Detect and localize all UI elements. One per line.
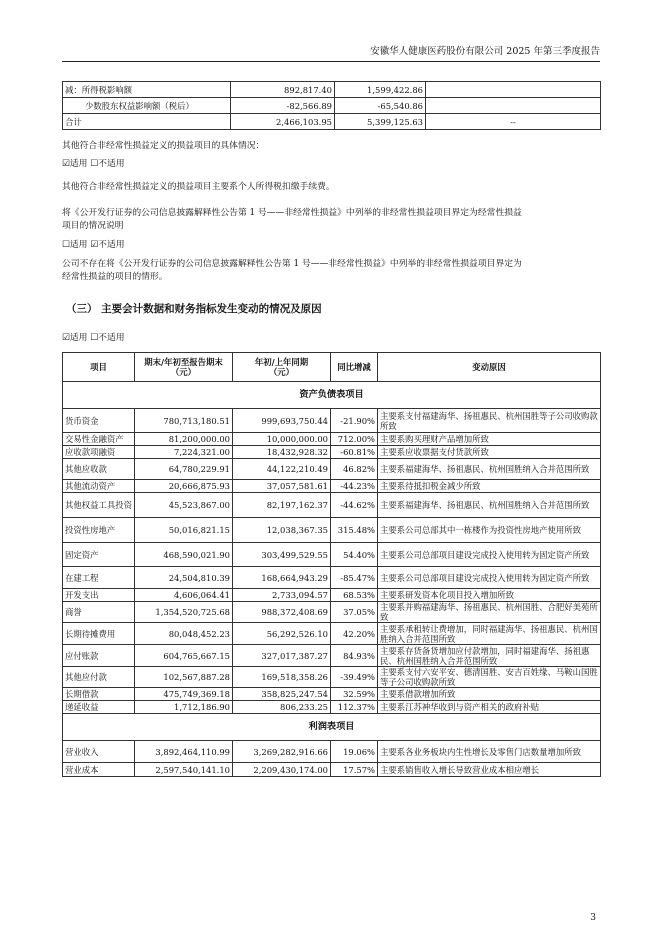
prior-value: 303,499,529.55 (233, 543, 331, 567)
header-change: 同比增减 (331, 353, 378, 382)
change-percent: 37.05% (331, 602, 378, 623)
row-item: 其他权益工具投资 (63, 493, 135, 518)
paragraph: 其他符合非经常性损益定义的损益项目的具体情况： (62, 141, 265, 151)
change-percent: -39.49% (331, 667, 378, 688)
prior-value: 2,733,094.57 (233, 589, 331, 602)
current-value: 604,765,667.15 (135, 645, 233, 667)
paragraph: 项目的情况说明 (62, 221, 124, 231)
current-value: 102,567,887.28 (135, 667, 233, 688)
table-row (63, 543, 601, 567)
prior-value: 988,372,408.69 (233, 602, 331, 623)
table-row (63, 446, 601, 459)
table-row (63, 589, 601, 602)
prior-value: 82,197,162.37 (233, 493, 331, 518)
paragraph: 经常性损益的项目的情形。 (62, 272, 168, 282)
header-current-line2: （元） (170, 367, 197, 377)
change-percent: -44.62% (331, 493, 378, 518)
current-value: 1,354,520,725.68 (135, 602, 233, 623)
row-item: 应收款项融资 (63, 446, 135, 459)
header-prior (233, 353, 331, 382)
section-band-row (63, 714, 601, 741)
change-percent: 712.00% (331, 433, 378, 446)
current-value: 50,016,821.15 (135, 518, 233, 543)
row-item: 其他流动资产 (63, 480, 135, 493)
row-label: 合计 (63, 114, 231, 130)
applicability-checkbox: ☑适用 ☐不适用 (62, 333, 125, 343)
current-value: 475,749,369.18 (135, 688, 233, 701)
change-reason: 主要系研发资本化项目投入增加所致 (378, 589, 601, 602)
prior-value: -65,540.86 (335, 98, 426, 114)
change-reason: 主要系江苏神华收到与资产相关的政府补贴 (378, 701, 601, 714)
table-header-row (63, 353, 601, 382)
prior-value: 18,432,928.32 (233, 446, 331, 459)
current-value: 4,606,064.41 (135, 589, 233, 602)
prior-value: 1,599,422.86 (335, 82, 426, 98)
change-percent: -85.47% (331, 567, 378, 589)
row-item: 交易性金融资产 (63, 433, 135, 446)
table-row (63, 493, 601, 518)
prior-value: 327,017,387.27 (233, 645, 331, 667)
current-value: 20,666,875.93 (135, 480, 233, 493)
change-reason: 主要系借款增加所致 (378, 688, 601, 701)
row-item: 在建工程 (63, 567, 135, 589)
current-value: 64,780,229.91 (135, 459, 233, 480)
prior-value: 3,269,282,916.66 (233, 741, 331, 763)
financial-changes-table (62, 352, 601, 777)
prior-value: 358,825,247.54 (233, 688, 331, 701)
prior-value: 999,693,750.44 (233, 409, 331, 433)
table-row (63, 623, 601, 645)
current-value: 780,713,180.51 (135, 409, 233, 433)
change-reason: 主要系公司总部项目建设完成投入使用转为固定资产所致 (378, 567, 601, 589)
table-row (63, 701, 601, 714)
change-percent: 17.57% (331, 763, 378, 777)
change-reason: 主要系待抵扣税金减少所致 (378, 480, 601, 493)
current-value: 2,597,540,141.10 (135, 763, 233, 777)
header-divider (62, 61, 600, 62)
current-value: 45,523,867.00 (135, 493, 233, 518)
row-item: 递延收益 (63, 701, 135, 714)
band-balance-sheet: 资产负债表项目 (63, 382, 601, 409)
paragraph: 公司不存在将《公开发行证券的公司信息披露解释性公告第 1 号——非经常性损益》中列举的非经常性损益项目界定为 (62, 259, 522, 269)
change-reason: 主要系支付福建海华、扬祖惠民、杭州国胜等子公司收购款所致 (378, 409, 601, 433)
section-band-row (63, 382, 601, 409)
header-prior-line2: （元） (268, 367, 295, 377)
prior-value: 44,122,210.49 (233, 459, 331, 480)
page-header: 安徽华人健康医药股份有限公司 2025 年第三季度报告 (370, 46, 600, 57)
current-value: 7,224,321.00 (135, 446, 233, 459)
change-percent: 68.53% (331, 589, 378, 602)
current-value: 81,200,000.00 (135, 433, 233, 446)
table-row (63, 459, 601, 480)
change-percent: 32.59% (331, 688, 378, 701)
header-current-line1: 期末/年初至报告期末 (144, 357, 223, 367)
prior-value: 806,233.25 (233, 701, 331, 714)
change-percent: 46.82% (331, 459, 378, 480)
change-reason: 主要系公司总部项目建设完成投入使用转为固定资产所致 (378, 543, 601, 567)
change-reason: 主要系各业务板块内生性增长及零售门店数量增加所致 (378, 741, 601, 763)
row-item: 长期待摊费用 (63, 623, 135, 645)
table-row (63, 567, 601, 589)
row-item: 固定资产 (63, 543, 135, 567)
current-value: 468,590,021.90 (135, 543, 233, 567)
row-item: 营业成本 (63, 763, 135, 777)
table-row (63, 409, 601, 433)
header-reason: 变动原因 (378, 353, 601, 382)
table-row (63, 688, 601, 701)
prior-value: 5,399,125.63 (335, 114, 426, 130)
table-row (63, 433, 601, 446)
change-reason: 主要系存货备货增加应付款增加，同时福建海华、扬祖惠民、杭州国胜纳入合并范围所致 (378, 645, 601, 667)
change-reason: 主要系承租转让费增加，同时福建海华、扬祖惠民、杭州国胜纳入合并范围所致 (378, 623, 601, 645)
row-note: -- (426, 114, 601, 130)
current-value: 24,504,810.39 (135, 567, 233, 589)
row-item: 货币资金 (63, 409, 135, 433)
table-row (63, 763, 601, 777)
change-percent: -60.81% (331, 446, 378, 459)
applicability-checkbox: ☑适用 ☐不适用 (62, 159, 125, 169)
change-reason: 主要系福建海华、扬祖惠民、杭州国胜纳入合并范围所致 (378, 493, 601, 518)
change-percent: 112.37% (331, 701, 378, 714)
prior-value: 56,292,526.10 (233, 623, 331, 645)
prior-value: 169,518,358.26 (233, 667, 331, 688)
table-row (63, 518, 601, 543)
row-note (426, 98, 601, 114)
row-item: 其他应付款 (63, 667, 135, 688)
applicability-checkbox: ☐适用 ☑不适用 (62, 240, 125, 250)
current-value: 1,712,186.90 (135, 701, 233, 714)
current-value: 892,817.40 (231, 82, 335, 98)
row-item: 应付账款 (63, 645, 135, 667)
table-row (63, 602, 601, 623)
change-percent: 54.40% (331, 543, 378, 567)
row-item: 其他应收款 (63, 459, 135, 480)
table-row (63, 480, 601, 493)
header-current (135, 353, 233, 382)
row-item: 投资性房地产 (63, 518, 135, 543)
prior-value: 2,209,430,174.00 (233, 763, 331, 777)
change-percent: -21.90% (331, 409, 378, 433)
row-item: 长期借款 (63, 688, 135, 701)
prior-value: 12,038,367.35 (233, 518, 331, 543)
change-reason: 主要系公司总部其中一栋楼作为投资性房地产使用所致 (378, 518, 601, 543)
change-percent: 19.06% (331, 741, 378, 763)
current-value: 2,466,103.95 (231, 114, 335, 130)
prior-value: 168,664,943.29 (233, 567, 331, 589)
header-item: 项目 (63, 353, 135, 382)
row-label: 减：所得税影响额 (63, 82, 231, 98)
table-row (63, 741, 601, 763)
table-row (63, 98, 601, 114)
paragraph: 将《公开发行证券的公司信息披露解释性公告第 1 号——非经常性损益》中列举的非经常性损益项目界定为经常性损益 (62, 208, 522, 218)
change-reason: 主要系应收票据支付货款所致 (378, 446, 601, 459)
table-row (63, 114, 601, 130)
change-reason: 主要系福建海华、扬祖惠民、杭州国胜纳入合并范围所致 (378, 459, 601, 480)
balance-sheet-rows (63, 409, 601, 714)
table-row (63, 667, 601, 688)
change-reason: 主要系销售收入增长导致营业成本相应增长 (378, 763, 601, 777)
change-percent: 42.20% (331, 623, 378, 645)
paragraph: 其他符合非经常性损益定义的损益项目主要系个人所得税扣缴手续费。 (62, 182, 335, 192)
change-percent: 84.93% (331, 645, 378, 667)
page-number: 3 (590, 913, 596, 923)
band-income-statement: 利润表项目 (63, 714, 601, 741)
table-row (63, 82, 601, 98)
section-title: （三） 主要会计数据和财务指标发生变动的情况及原因 (66, 303, 322, 315)
row-label: 少数股东权益影响额（税后） (63, 98, 231, 114)
current-value: 80,048,452.23 (135, 623, 233, 645)
non-recurring-summary-table (62, 81, 601, 130)
change-reason: 主要系支付六安平安、德清国胜、安吉百姓缘、马鞍山国胜等子公司收购款所致 (378, 667, 601, 688)
current-value: -82,566.89 (231, 98, 335, 114)
change-percent: -44.23% (331, 480, 378, 493)
row-note (426, 82, 601, 98)
income-statement-rows (63, 741, 601, 777)
change-reason: 主要系购买理财产品增加所致 (378, 433, 601, 446)
table-row (63, 645, 601, 667)
prior-value: 10,000,000.00 (233, 433, 331, 446)
row-item: 营业收入 (63, 741, 135, 763)
header-prior-line1: 年初/上年同期 (254, 357, 309, 367)
row-item: 开发支出 (63, 589, 135, 602)
change-reason: 主要系并购福建海华、扬祖惠民、杭州国胜、合肥好美苑所致 (378, 602, 601, 623)
current-value: 3,892,464,110.99 (135, 741, 233, 763)
row-item: 商誉 (63, 602, 135, 623)
prior-value: 37,057,581.61 (233, 480, 331, 493)
change-percent: 315.48% (331, 518, 378, 543)
